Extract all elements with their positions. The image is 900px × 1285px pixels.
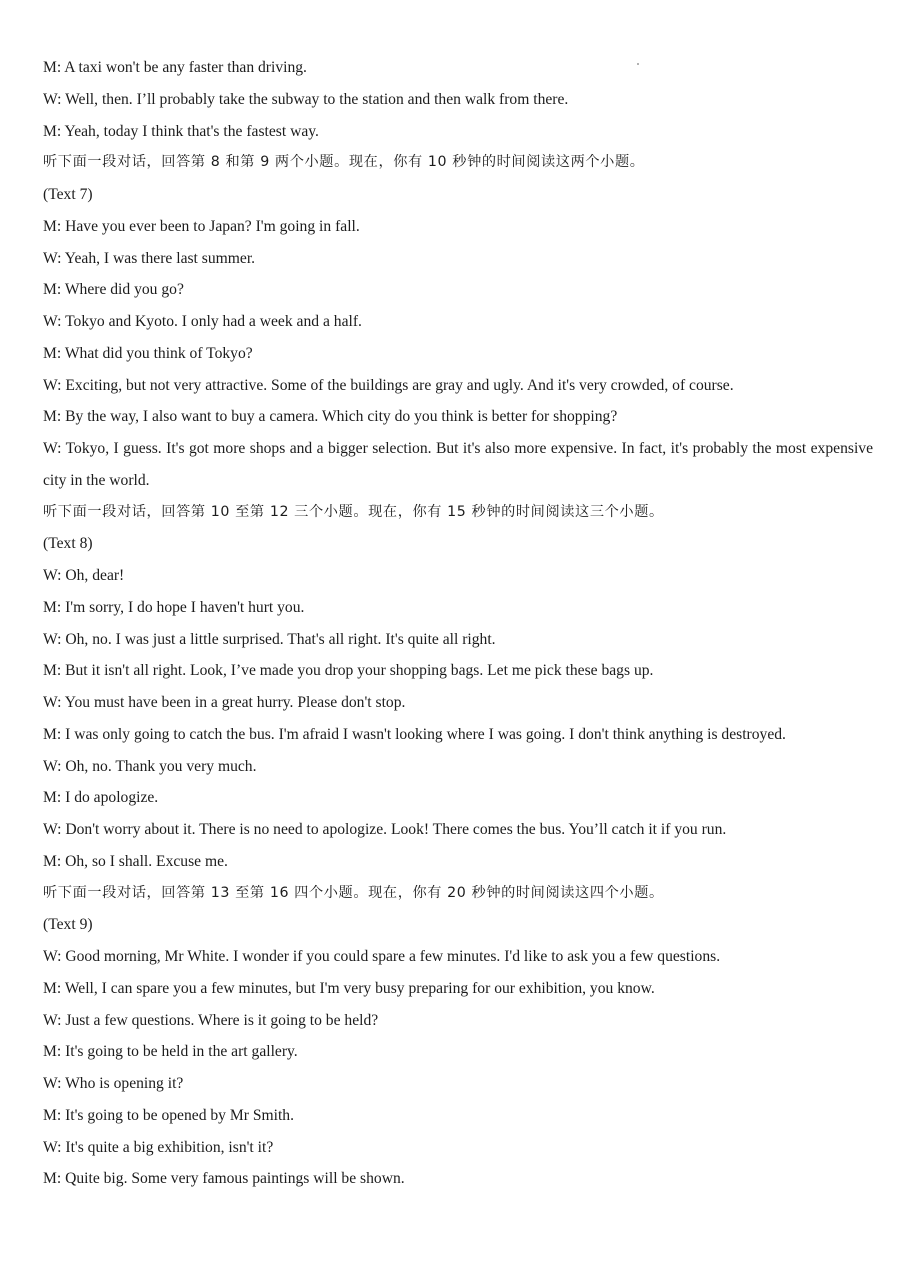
dialogue-line: M: Quite big. Some very famous paintings will be shown. <box>43 1170 405 1188</box>
text-heading: (Text 8) <box>43 535 93 553</box>
section-instruction: 听下面一段对话，回答第 8 和第 9 两个小题。现在，你有 10 秒钟的时间阅读这两个小题。 <box>43 154 645 171</box>
dialogue-line: W: Yeah, I was there last summer. <box>43 249 256 267</box>
transcript-body <box>43 52 873 1195</box>
dialogue-line: M: It's going to be opened by Mr Smith. <box>43 1106 294 1124</box>
dialogue-line: W: Exciting, but not very attractive. Some of the buildings are gray and ugly. And it's very crowded, of course. <box>43 376 734 394</box>
dialogue-line: W: Well, then. I’ll probably take the subway to the station and then walk from there. <box>43 90 569 108</box>
section-instruction: 听下面一段对话，回答第 10 至第 12 三个小题。现在，你有 15 秒钟的时间阅读这三个小题。 <box>43 503 664 520</box>
dialogue-line: M: A taxi won't be any faster than driving. <box>43 59 307 76</box>
dialogue-line: M: Have you ever been to Japan? I'm going in fall. <box>43 217 360 235</box>
text-heading: (Text 9) <box>43 916 93 934</box>
dialogue-line: M: I'm sorry, I do hope I haven't hurt you. <box>43 598 305 616</box>
dialogue-line: M: Well, I can spare you a few minutes, but I'm very busy preparing for our exhibition, you know. <box>43 979 655 997</box>
dialogue-line: W: Don't worry about it. There is no need to apologize. Look! There comes the bus. You’ll catch it if you run. <box>43 821 727 838</box>
dialogue-line: W: Tokyo, I guess. It's got more shops and a bigger selection. But it's also more expensive. In fact, it's probably the most expensive city in the world. <box>43 440 873 489</box>
dialogue-line: W: Good morning, Mr White. I wonder if you could spare a few minutes. I'd like to ask you a few questions. <box>43 948 721 965</box>
dialogue-line: M: I do apologize. <box>43 789 159 807</box>
dialogue-line: M: It's going to be held in the art gallery. <box>43 1043 298 1061</box>
dialogue-line: M: Where did you go? <box>43 281 184 299</box>
dialogue-line: W: It's quite a big exhibition, isn't it? <box>43 1138 274 1156</box>
dialogue-line: W: Oh, no. Thank you very much. <box>43 757 257 775</box>
dialogue-line: W: You must have been in a great hurry. Please don't stop. <box>43 694 406 711</box>
dialogue-line: M: I was only going to catch the bus. I'm afraid I wasn't looking where I was going. I don't think anything is destroyed. <box>43 725 786 743</box>
dialogue-line: W: Oh, dear! <box>43 567 125 584</box>
dialogue-line: M: What did you think of Tokyo? <box>43 344 253 362</box>
dialogue-line: M: By the way, I also want to buy a camera. Which city do you think is better for shopping? <box>43 408 618 426</box>
dialogue-line: M: But it isn't all right. Look, I’ve made you drop your shopping bags. Let me pick these bags up. <box>43 662 654 680</box>
dialogue-line: W: Tokyo and Kyoto. I only had a week and a half. <box>43 313 362 330</box>
dialogue-line: M: Oh, so I shall. Excuse me. <box>43 852 228 870</box>
dialogue-line: W: Just a few questions. Where is it going to be held? <box>43 1011 379 1029</box>
dialogue-line: W: Oh, no. I was just a little surprised. That's all right. It's quite all right. <box>43 630 496 648</box>
section-instruction: 听下面一段对话，回答第 13 至第 16 四个小题。现在，你有 20 秒钟的时间阅读这四个小题。 <box>43 884 664 901</box>
text-heading: (Text 7) <box>43 186 93 203</box>
dialogue-line: M: Yeah, today I think that's the fastest way. <box>43 122 319 140</box>
dialogue-line: W: Who is opening it? <box>43 1075 184 1092</box>
